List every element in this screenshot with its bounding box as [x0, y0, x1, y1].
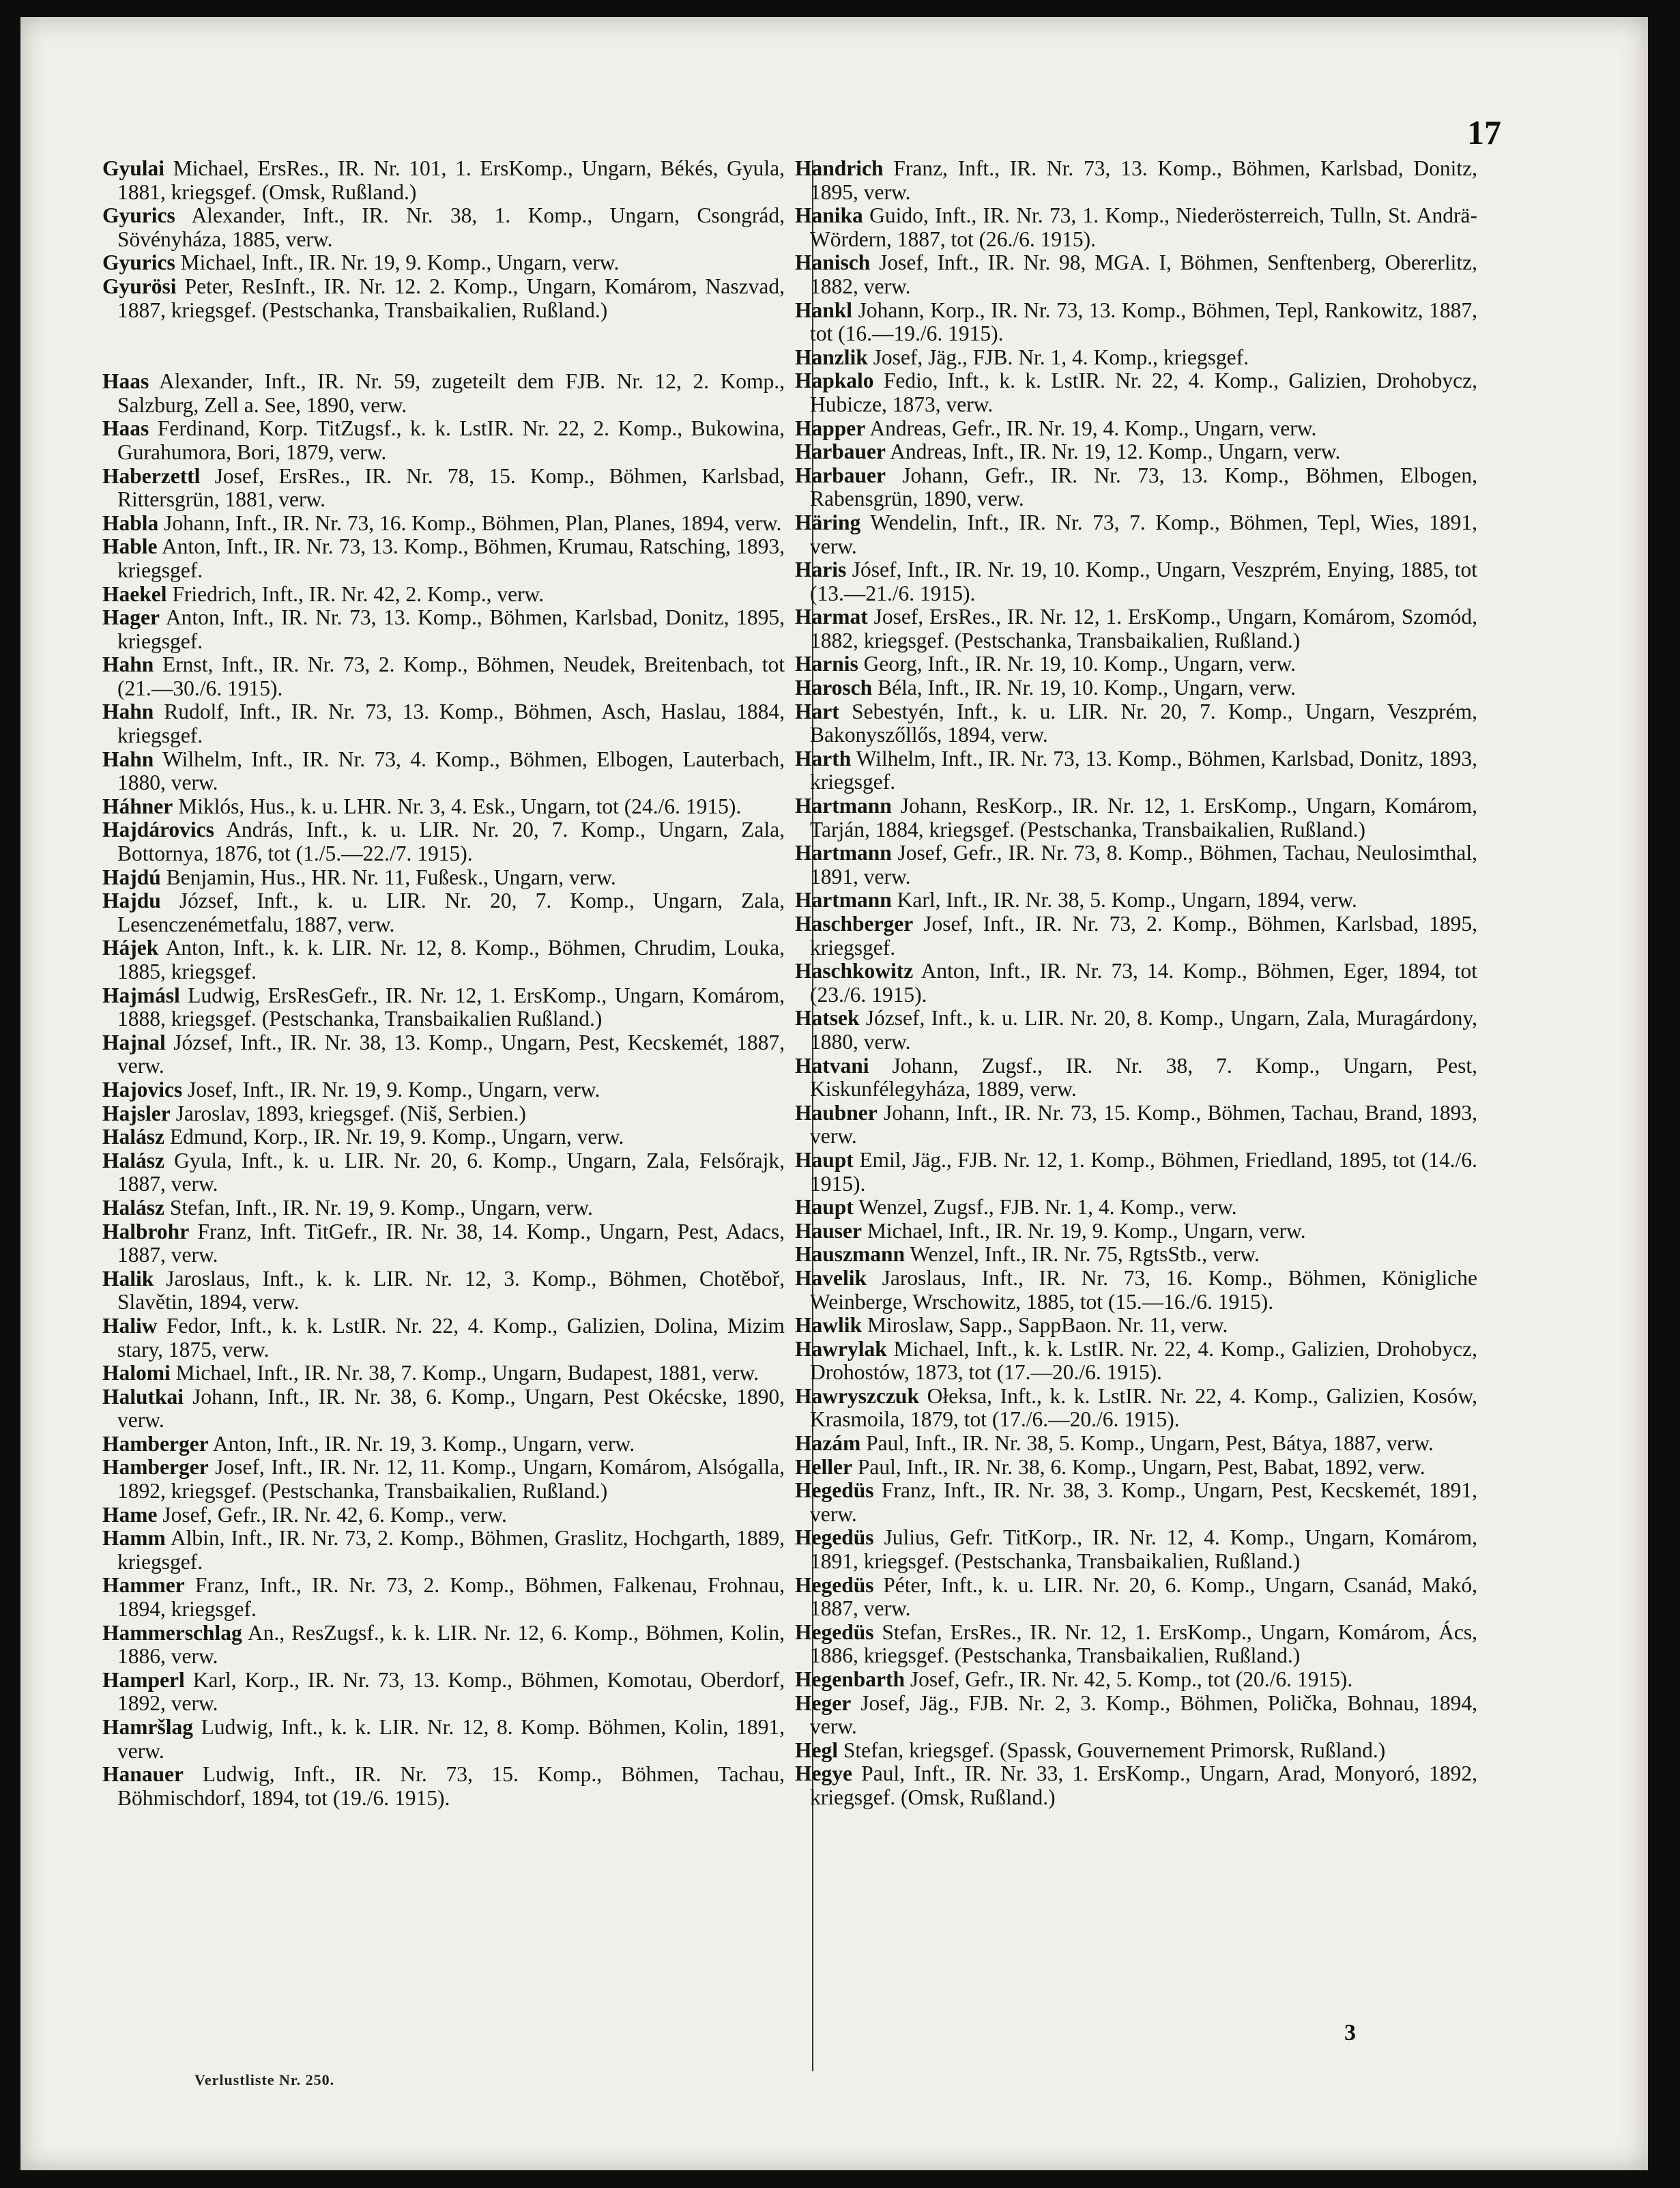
entry-surname: Hajmásl: [102, 983, 180, 1007]
entry-surname: Gyulai: [102, 156, 165, 180]
list-entry: [795, 676, 1477, 700]
list-entry: [795, 794, 1477, 841]
entry-surname: Haris: [795, 558, 847, 582]
entry-surname: Hegedüs: [795, 1620, 874, 1644]
entry-details: Alexander, Inft., IR. Nr. 59, zugeteilt dem FJB. Nr. 12, 2. Komp., Salzburg, Zell a. See, 1890, verw.: [117, 369, 785, 417]
entry-details: Paul, Inft., IR. Nr. 33, 1. ErsKomp., Ungarn, Arad, Monyoró, 1892, kriegsgef. (Omsk, Rußland.): [810, 1761, 1477, 1809]
entry-details: József, Inft., IR. Nr. 38, 13. Komp., Ungarn, Pest, Kecskemét, 1887, verw.: [117, 1030, 785, 1078]
list-entry: [102, 1362, 785, 1385]
list-entry: [795, 464, 1477, 511]
list-entry: [102, 535, 785, 582]
entry-surname: Halász: [102, 1125, 164, 1149]
entry-surname: Happer: [795, 416, 866, 440]
entry-details: Péter, Inft., k. u. LIR. Nr. 20, 6. Komp., Ungarn, Csanád, Makó, 1887, verw.: [810, 1572, 1478, 1621]
entry-surname: Hamperl: [102, 1667, 185, 1692]
list-entry: [102, 1267, 785, 1314]
entry-details: Ernst, Inft., IR. Nr. 73, 2. Komp., Böhmen, Neudek, Breitenbach, tot (21.—30./6. 1915).: [117, 652, 785, 700]
entry-details: Josef, Gefr., IR. Nr. 42, 5. Komp., tot (20./6. 1915).: [910, 1667, 1353, 1691]
entry-details: Franz, Inft., IR. Nr. 73, 13. Komp., Böhmen, Karlsbad, Donitz, 1895, verw.: [810, 156, 1478, 204]
entry-surname: Hanika: [795, 203, 863, 228]
entry-details: Jaroslaus, Inft., k. k. LIR. Nr. 12, 3. Komp., Böhmen, Chotěboř, Slavětin, 1894, verw.: [117, 1266, 785, 1314]
entry-details: Jaroslaus, Inft., IR. Nr. 73, 16. Komp., Böhmen, Königliche Weinberge, Wrschowitz, 1885, tot (15.—16./6. 1915).: [810, 1265, 1478, 1314]
entry-details: Guido, Inft., IR. Nr. 73, 1. Komp., Niederösterreich, Tulln, St. Andrä-Wördern, 1887, tot (26./6. 1915).: [810, 203, 1477, 251]
entry-details: Franz, Inft. TitGefr., IR. Nr. 38, 14. Komp., Ungarn, Pest, Adacs, 1887, verw.: [117, 1219, 785, 1267]
entry-surname: Hajsler: [102, 1101, 171, 1125]
entry-details: Stefan, ErsRes., IR. Nr. 12, 1. ErsKomp., Ungarn, Komárom, Ács, 1886, kriegsgef. (Pestschanka, Transbaikalien, Rußland.): [810, 1620, 1477, 1668]
list-entry: [795, 912, 1477, 960]
entry-details: Anton, Inft., IR. Nr. 19, 3. Komp., Ungarn, verw.: [212, 1431, 635, 1456]
list-entry: [795, 1007, 1477, 1054]
entry-details: Josef, Inft., IR. Nr. 19, 9. Komp., Ungarn, verw.: [188, 1077, 600, 1102]
list-entry: [795, 346, 1477, 370]
list-entry: [102, 1125, 785, 1149]
list-entry: [102, 1503, 785, 1527]
entry-surname: Havelik: [795, 1265, 867, 1290]
entry-details: Franz, Inft., IR. Nr. 38, 3. Komp., Ungarn, Pest, Kecskemét, 1891, verw.: [810, 1478, 1477, 1526]
entry-details: Josef, Jäg., FJB. Nr. 1, 4. Komp., kriegsgef.: [873, 345, 1249, 369]
entry-details: Gyula, Inft., k. u. LIR. Nr. 20, 6. Komp., Ungarn, Zala, Felsőrajk, 1887, verw.: [117, 1148, 785, 1196]
list-entry: [795, 417, 1477, 441]
list-entry: [795, 1054, 1477, 1102]
entry-surname: Hawrylak: [795, 1336, 887, 1361]
entry-details: Anton, Inft., IR. Nr. 73, 13. Komp., Böhmen, Krumau, Ratsching, 1893, kriegsgef.: [117, 534, 785, 582]
list-entry: [102, 700, 785, 747]
list-entry: [795, 1314, 1477, 1338]
entry-surname: Hatvani: [795, 1053, 869, 1078]
list-entry: [795, 299, 1477, 346]
entry-details: Paul, Inft., IR. Nr. 38, 5. Komp., Ungarn, Pest, Bátya, 1887, verw.: [866, 1431, 1434, 1456]
list-entry: [102, 1385, 785, 1433]
entry-details: Michael, ErsRes., IR. Nr. 101, 1. ErsKomp., Ungarn, Békés, Gyula, 1881, kriegsgef. (Omsk, Rußland.): [117, 156, 785, 204]
entry-details: Andreas, Gefr., IR. Nr. 19, 4. Komp., Ungarn, verw.: [869, 416, 1317, 440]
entry-details: Wenzel, Inft., IR. Nr. 75, RgtsStb., verw.: [910, 1242, 1260, 1267]
list-entry: [102, 1622, 785, 1669]
entry-surname: Harosch: [795, 676, 873, 700]
list-entry: [795, 1668, 1477, 1692]
entry-surname: Gyurösi: [102, 274, 177, 298]
entry-surname: Hatsek: [795, 1006, 860, 1031]
entry-surname: Harmat: [795, 605, 868, 629]
entry-surname: Hegye: [795, 1761, 852, 1786]
list-entry: [795, 440, 1477, 464]
entry-details: Alexander, Inft., IR. Nr. 38, 1. Komp., Ungarn, Csongrád, Sövényháza, 1885, verw.: [117, 203, 785, 251]
entry-surname: Harbauer: [795, 440, 886, 464]
entry-details: Andreas, Inft., IR. Nr. 19, 12. Komp., Ungarn, verw.: [890, 440, 1341, 464]
list-entry: [795, 1338, 1477, 1385]
entry-details: Michael, Inft., IR. Nr. 38, 7. Komp., Ungarn, Budapest, 1881, verw.: [175, 1361, 759, 1385]
entry-details: Ferdinand, Korp. TitZugsf., k. k. LstIR. Nr. 22, 2. Komp., Bukowina, Gurahumora, Bori, 1879, verw.: [117, 416, 785, 464]
entry-details: Karl, Inft., IR. Nr. 38, 5. Komp., Ungarn, 1894, verw.: [897, 888, 1357, 912]
list-entry: [795, 889, 1477, 912]
list-entry: [102, 1031, 785, 1078]
entry-surname: Hartmann: [795, 794, 892, 818]
entry-details: Albin, Inft., IR. Nr. 73, 2. Komp., Böhmen, Graslitz, Hochgarth, 1889, kriegsgef.: [117, 1526, 785, 1574]
entry-surname: Hajdu: [102, 889, 161, 913]
entry-surname: Hájek: [102, 936, 159, 960]
entry-details: Michael, Inft., IR. Nr. 19, 9. Komp., Ungarn, verw.: [867, 1218, 1306, 1243]
entry-surname: Haupt: [795, 1147, 854, 1172]
list-entry: [102, 1574, 785, 1621]
entry-surname: Hager: [102, 605, 160, 630]
list-entry: [102, 1149, 785, 1196]
entry-details: Fedor, Inft., k. k. LstIR. Nr. 22, 4. Komp., Galizien, Dolina, Mizim stary, 1875, verw.: [117, 1313, 785, 1362]
list-entry: [795, 1196, 1477, 1220]
entry-surname: Harbauer: [795, 463, 886, 487]
list-entry: [102, 157, 785, 204]
entry-details: Jósef, Inft., IR. Nr. 19, 10. Komp., Ungarn, Veszprém, Enying, 1885, tot (13.—21./6. 1915).: [810, 558, 1477, 605]
entry-details: Edmund, Korp., IR. Nr. 19, 9. Komp., Ungarn, verw.: [169, 1125, 624, 1149]
list-entry: [102, 866, 785, 890]
list-entry: [102, 465, 785, 512]
entry-surname: Hajdárovics: [102, 818, 214, 842]
list-entry: [102, 653, 785, 700]
list-entry: [795, 1456, 1477, 1480]
list-entry: [102, 204, 785, 251]
list-entry: [102, 889, 785, 936]
list-entry: [102, 795, 785, 819]
entry-details: Anton, Inft., k. k. LIR. Nr. 12, 8. Komp., Böhmen, Chrudim, Louka, 1885, kriegsgef.: [117, 936, 785, 983]
list-entry: [795, 1267, 1477, 1314]
entry-details: Fedio, Inft., k. k. LstIR. Nr. 22, 4. Komp., Galizien, Drohobycz, Hubicze, 1873, verw.: [810, 369, 1477, 416]
entry-details: Friedrich, Inft., IR. Nr. 42, 2. Komp., verw.: [172, 581, 545, 606]
list-entry: [102, 1763, 785, 1810]
entry-details: Johann, Zugsf., IR. Nr. 38, 7. Komp., Ungarn, Pest, Kiskunfélegyháza, 1889, verw.: [810, 1053, 1477, 1102]
entry-surname: Hanauer: [102, 1762, 184, 1787]
entry-details: Miklós, Hus., k. u. LHR. Nr. 3, 4. Esk., Ungarn, tot (24./6. 1915).: [178, 794, 742, 818]
entry-surname: Hanzlik: [795, 345, 868, 369]
entry-surname: Hammer: [102, 1573, 185, 1598]
list-entry: [102, 251, 785, 275]
entry-details: Josef, Inft., IR. Nr. 12, 11. Komp., Ungarn, Komárom, Alsógalla, 1892, kriegsgef. (Pestschanka, Transbaikalien, Rußland.): [117, 1455, 785, 1503]
entry-details: József, Inft., k. u. LIR. Nr. 20, 8. Komp., Ungarn, Zala, Muragárdony, 1880, verw.: [810, 1006, 1477, 1054]
entry-details: Michael, Inft., IR. Nr. 19, 9. Komp., Ungarn, verw.: [180, 250, 620, 275]
entry-surname: Halász: [102, 1148, 164, 1172]
entry-details: József, Inft., k. u. LIR. Nr. 20, 7. Komp., Ungarn, Zala, Lesenczenémetfalu, 1887, verw.: [117, 889, 785, 936]
entry-surname: Hahn: [102, 700, 154, 724]
entry-surname: Hahn: [102, 652, 154, 677]
entry-surname: Hahn: [102, 747, 154, 771]
entry-surname: Hegedüs: [795, 1525, 874, 1550]
entry-surname: Haschberger: [795, 912, 914, 936]
entry-surname: Hauser: [795, 1218, 862, 1243]
entry-surname: Haberzettl: [102, 463, 201, 488]
entry-surname: Hawryszczuk: [795, 1383, 919, 1408]
entry-surname: Hamberger: [102, 1431, 209, 1456]
entry-surname: Gyurics: [102, 203, 175, 228]
entry-surname: Halász: [102, 1195, 164, 1220]
list-entry: [795, 841, 1477, 889]
entry-surname: Háhner: [102, 794, 173, 818]
list-entry: [102, 583, 785, 607]
entry-details: Josef, ErsRes., IR. Nr. 12, 1. ErsKomp., Ungarn, Komárom, Szomód, 1882, kriegsgef. (Pestschanka, Transbaikalien, Rußland.): [810, 605, 1477, 652]
entry-details: Béla, Inft., IR. Nr. 19, 10. Komp., Ungarn, verw.: [878, 676, 1297, 700]
entry-details: Jaroslav, 1893, kriegsgef. (Niš, Serbien.): [175, 1101, 526, 1125]
entry-details: Johann, Inft., IR. Nr. 73, 16. Komp., Böhmen, Plan, Planes, 1894, verw.: [164, 510, 782, 535]
entry-details: Josef, Jäg., FJB. Nr. 2, 3. Komp., Böhmen, Polička, Bohnau, 1894, verw.: [810, 1690, 1477, 1739]
entry-surname: Hame: [102, 1502, 158, 1527]
entry-surname: Haekel: [102, 581, 167, 606]
entry-details: Ludwig, Inft., IR. Nr. 73, 15. Komp., Böhmen, Tachau, Böhmischdorf, 1894, tot (19./6. 1915).: [117, 1762, 785, 1810]
entry-details: Miroslaw, Sapp., SappBaon. Nr. 11, verw.: [867, 1313, 1228, 1338]
entry-details: An., ResZugsf., k. k. LIR. Nr. 12, 6. Komp., Böhmen, Kolin, 1886, verw.: [117, 1620, 785, 1669]
entry-surname: Haupt: [795, 1195, 854, 1220]
entry-surname: Heller: [795, 1454, 852, 1479]
list-entry: [795, 1762, 1477, 1809]
entry-details: Johann, Korp., IR. Nr. 73, 13. Komp., Böhmen, Tepl, Rankowitz, 1887, tot (16.—19./6. 1915).: [810, 298, 1477, 346]
entry-surname: Hartmann: [795, 841, 892, 865]
entry-surname: Handrich: [795, 156, 884, 180]
entry-surname: Hankl: [795, 298, 853, 322]
list-entry: [795, 960, 1477, 1007]
list-entry: [102, 370, 785, 417]
entry-surname: Halik: [102, 1266, 154, 1291]
list-entry: [102, 748, 785, 795]
entry-details: Wilhelm, Inft., IR. Nr. 73, 13. Komp., Böhmen, Karlsbad, Donitz, 1893, kriegsgef.: [810, 746, 1477, 794]
list-entry: [795, 1526, 1477, 1573]
entry-surname: Hamm: [102, 1526, 166, 1551]
list-entry: [795, 369, 1477, 416]
entry-surname: Hart: [795, 699, 839, 723]
list-entry: [795, 558, 1477, 605]
list-entry: [795, 1385, 1477, 1432]
list-entry: [102, 1102, 785, 1126]
entry-surname: Hauszmann: [795, 1242, 906, 1267]
entry-surname: Halomi: [102, 1361, 171, 1385]
right-column: [795, 157, 1477, 1810]
list-entry: [795, 1220, 1477, 1243]
entry-details: Josef, Gefr., IR. Nr. 42, 6. Komp., verw.: [162, 1502, 507, 1527]
entry-details: Emil, Jäg., FJB. Nr. 12, 1. Komp., Böhmen, Friedland, 1895, tot (14./6. 1915).: [810, 1147, 1477, 1196]
list-entry: [795, 747, 1477, 794]
entry-surname: Haschkowitz: [795, 959, 914, 983]
entry-surname: Hegedüs: [795, 1478, 874, 1503]
list-entry: [795, 157, 1477, 204]
list-entry: [102, 984, 785, 1031]
entry-surname: Hazám: [795, 1431, 861, 1456]
entry-surname: Hamršlag: [102, 1715, 193, 1739]
entry-details: Ludwig, Inft., k. k. LIR. Nr. 12, 8. Komp. Böhmen, Kolin, 1891, verw.: [117, 1715, 785, 1763]
list-entry: [102, 1078, 785, 1102]
entry-surname: Hawlik: [795, 1313, 863, 1338]
entry-surname: Hegedüs: [795, 1572, 874, 1597]
entry-details: Benjamin, Hus., HR. Nr. 11, Fußesk., Ungarn, verw.: [166, 865, 616, 889]
entry-surname: Hajovics: [102, 1077, 183, 1102]
list-entry: [102, 275, 785, 322]
list-entry: [102, 1196, 785, 1220]
entry-details: Karl, Korp., IR. Nr. 73, 13. Komp., Böhmen, Komotau, Oberdorf, 1892, verw.: [117, 1667, 785, 1716]
entry-surname: Haubner: [795, 1100, 878, 1125]
entry-details: Franz, Inft., IR. Nr. 73, 2. Komp., Böhmen, Falkenau, Frohnau, 1894, kriegsgef.: [117, 1573, 785, 1622]
entry-surname: Hable: [102, 534, 158, 559]
entry-surname: Halutkai: [102, 1384, 184, 1409]
left-column: [102, 157, 785, 1810]
entry-details: Josef, Inft., IR. Nr. 98, MGA. I, Böhmen, Senftenberg, Obererlitz, 1882, verw.: [810, 250, 1478, 298]
list-entry: [102, 1314, 785, 1362]
entry-details: Rudolf, Inft., IR. Nr. 73, 13. Komp., Böhmen, Asch, Haslau, 1884, kriegsgef.: [117, 700, 785, 748]
entry-surname: Harnis: [795, 652, 858, 676]
entry-surname: Hanisch: [795, 250, 871, 275]
list-entry: [102, 1456, 785, 1503]
entry-surname: Hegl: [795, 1738, 838, 1762]
sheet-mark: 3: [1344, 2020, 1356, 2045]
entry-details: Josef, Inft., IR. Nr. 73, 2. Komp., Böhmen, Karlsbad, 1895, kriegsgef.: [810, 912, 1477, 960]
footer-note: Verlustliste Nr. 250.: [194, 2071, 335, 2088]
entry-details: Sebestyén, Inft., k. u. LIR. Nr. 20, 7. Komp., Ungarn, Veszprém, Bakonyszőllős, 1894, verw.: [810, 699, 1478, 747]
list-entry: [795, 1102, 1477, 1149]
list-entry: [795, 605, 1477, 652]
entry-details: Anton, Inft., IR. Nr. 73, 14. Komp., Böhmen, Eger, 1894, tot (23./6. 1915).: [810, 959, 1477, 1007]
entry-surname: Habla: [102, 510, 159, 535]
list-entry: [102, 417, 785, 464]
list-entry: [795, 1149, 1477, 1196]
entry-surname: Halbrohr: [102, 1219, 190, 1243]
entry-details: Johann, ResKorp., IR. Nr. 12, 1. ErsKomp., Ungarn, Komárom, Tarján, 1884, kriegsgef. (Pestschanka, Transbaikalien, Rußland.): [810, 794, 1477, 841]
entry-details: Paul, Inft., IR. Nr. 38, 6. Komp., Ungarn, Pest, Babat, 1892, verw.: [857, 1454, 1425, 1479]
list-entry: [795, 1574, 1477, 1621]
entry-surname: Gyurics: [102, 250, 175, 275]
list-entry: [102, 1220, 785, 1267]
entry-surname: Hammerschlag: [102, 1620, 242, 1645]
entry-surname: Haas: [102, 416, 149, 441]
entry-details: Wendelin, Inft., IR. Nr. 73, 7. Komp., Böhmen, Tepl, Wies, 1891, verw.: [810, 510, 1478, 558]
document-page: [20, 17, 1648, 2170]
entry-details: Stefan, kriegsgef. (Spassk, Gouvernement Primorsk, Rußland.): [843, 1738, 1386, 1762]
list-entry: [795, 1621, 1477, 1668]
list-entry: [795, 652, 1477, 676]
entry-details: Peter, ResInft., IR. Nr. 12. 2. Komp., Ungarn, Komárom, Naszvad, 1887, kriegsgef. (Pestschanka, Transbaikalien, Rußland.): [117, 274, 785, 322]
entry-surname: Hartmann: [795, 888, 892, 912]
entry-details: Josef, Gefr., IR. Nr. 73, 8. Komp., Böhmen, Tachau, Neulosimthal, 1891, verw.: [810, 841, 1477, 889]
entry-details: Johann, Gefr., IR. Nr. 73, 13. Komp., Böhmen, Elbogen, Rabensgrün, 1890, verw.: [810, 463, 1478, 511]
entry-details: András, Inft., k. u. LIR. Nr. 20, 7. Komp., Ungarn, Zala, Bottornya, 1876, tot (1./5.—22./7. 1915).: [117, 818, 785, 866]
entry-surname: Harth: [795, 746, 852, 771]
list-entry: [795, 1479, 1477, 1526]
entry-details: Wenzel, Zugsf., FJB. Nr. 1, 4. Komp., verw.: [858, 1195, 1237, 1220]
list-entry: [102, 1716, 785, 1763]
list-entry: [795, 251, 1477, 298]
list-entry: [102, 1669, 785, 1716]
entry-surname: Häring: [795, 510, 861, 534]
list-entry: [102, 936, 785, 983]
entry-details: Johann, Inft., IR. Nr. 73, 15. Komp., Böhmen, Tachau, Brand, 1893, verw.: [810, 1100, 1477, 1149]
entry-surname: Heger: [795, 1690, 852, 1715]
list-entry: [795, 511, 1477, 558]
entry-details: Johann, Inft., IR. Nr. 38, 6. Komp., Ungarn, Pest Okécske, 1890, verw.: [117, 1384, 785, 1433]
entry-surname: Haas: [102, 369, 149, 394]
list-entry: [795, 1739, 1477, 1763]
entry-surname: Hajdú: [102, 865, 161, 889]
list-entry: [795, 1432, 1477, 1456]
entry-details: Julius, Gefr. TitKorp., IR. Nr. 12, 4. Komp., Ungarn, Komárom, 1891, kriegsgef. (Pestschanka, Transbaikalien, Rußland.): [810, 1525, 1477, 1574]
entry-surname: Hapkalo: [795, 369, 874, 393]
list-entry: [102, 1433, 785, 1456]
list-entry: [102, 606, 785, 653]
entry-surname: Hegenbarth: [795, 1667, 905, 1691]
list-entry: [102, 818, 785, 865]
entry-details: Wilhelm, Inft., IR. Nr. 73, 4. Komp., Böhmen, Elbogen, Lauterbach, 1880, verw.: [117, 747, 785, 795]
entry-details: Georg, Inft., IR. Nr. 19, 10. Komp., Ungarn, verw.: [863, 652, 1297, 676]
entry-details: Ołeksa, Inft., k. k. LstIR. Nr. 22, 4. Komp., Galizien, Kosów, Krasmoila, 1879, tot (17./6.—20./6. 1915).: [810, 1383, 1477, 1432]
entry-details: Michael, Inft., k. k. LstIR. Nr. 22, 4. Komp., Galizien, Drohobycz, Drohostów, 1873, tot (17.—20./6. 1915).: [810, 1336, 1478, 1385]
entry-details: Ludwig, ErsResGefr., IR. Nr. 12, 1. ErsKomp., Ungarn, Komárom, 1888, kriegsgef. (Pestschanka, Transbaikalien Rußland.): [117, 983, 785, 1031]
list-entry: [795, 204, 1477, 251]
entry-details: Anton, Inft., IR. Nr. 73, 13. Komp., Böhmen, Karlsbad, Donitz, 1895, kriegsgef.: [117, 605, 785, 653]
entry-surname: Hamberger: [102, 1455, 209, 1480]
list-entry: [102, 1527, 785, 1574]
entry-details: Josef, ErsRes., IR. Nr. 78, 15. Komp., Böhmen, Karlsbad, Rittersgrün, 1881, verw.: [117, 463, 785, 512]
entry-surname: Hajnal: [102, 1030, 166, 1054]
entry-surname: Haliw: [102, 1313, 158, 1338]
list-entry: [795, 700, 1477, 747]
list-entry: [795, 1243, 1477, 1267]
entry-details: Stefan, Inft., IR. Nr. 19, 9. Komp., Ungarn, verw.: [169, 1195, 593, 1220]
list-entry: [795, 1692, 1477, 1739]
page-number: 17: [1467, 113, 1501, 152]
list-entry: [102, 512, 785, 536]
